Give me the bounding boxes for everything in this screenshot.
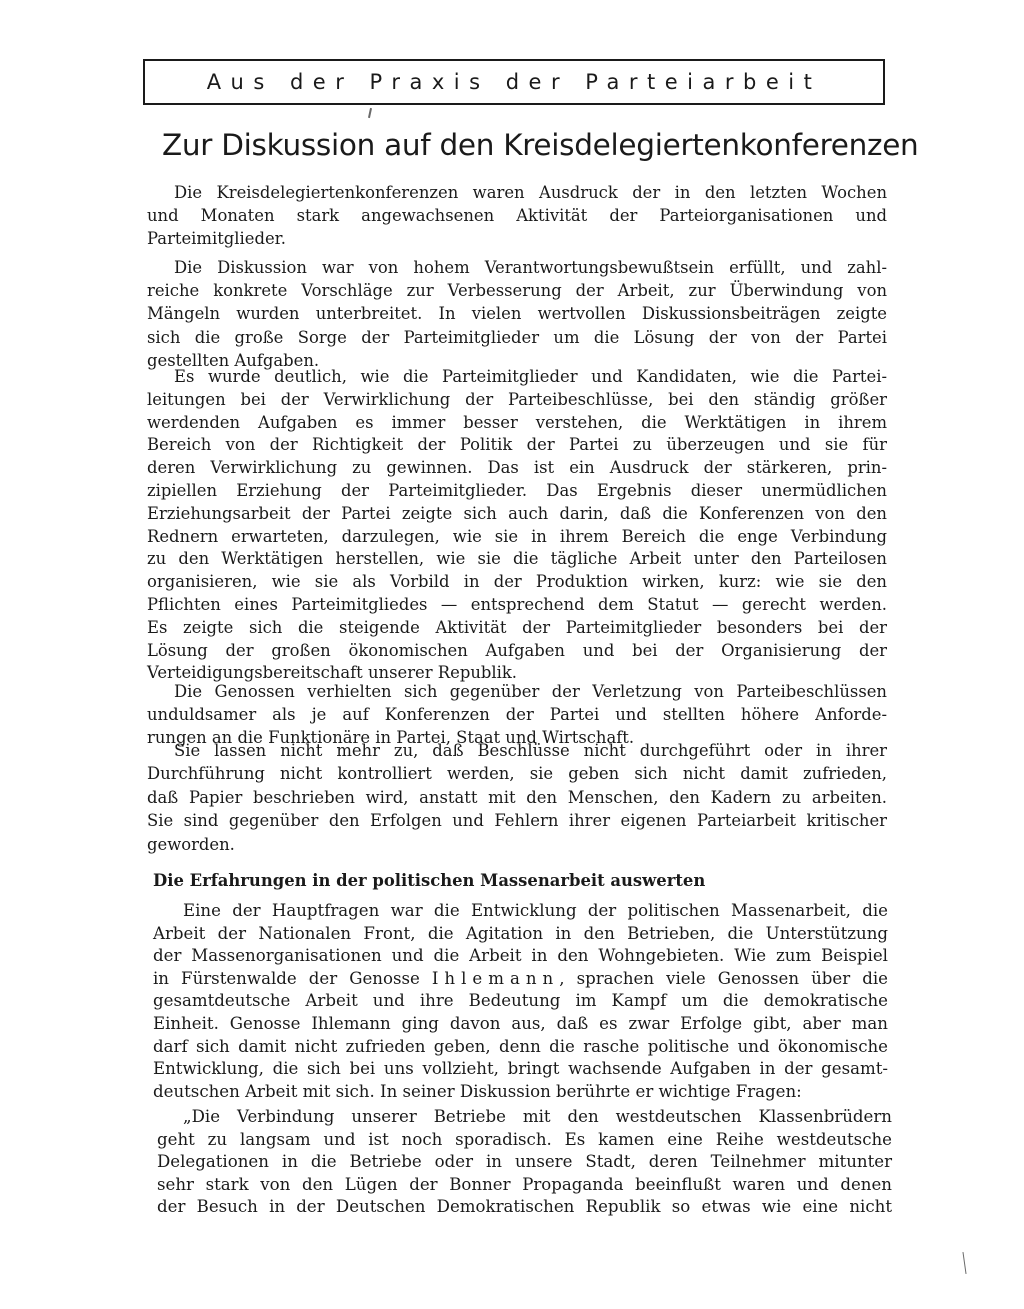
text-line: unduldsamer als je auf Konferenzen der Partei und stellten höhere Anforde- xyxy=(147,705,887,724)
text-line: Lösung der großen ökonomischen Aufgaben und bei der Organisierung der xyxy=(147,640,887,660)
text-line: Rednern erwarteten, darzulegen, wie sie in ihrem Bereich die enge Verbindung xyxy=(147,526,887,546)
text-line: Entwicklung, die sich bei uns vollzieht, bringt wachsende Aufgaben in der gesamt- xyxy=(153,1059,888,1079)
text-line: der Massenorganisationen und die Arbeit in den Wohngebieten. Wie zum Beispiel xyxy=(153,946,888,966)
scan-speck xyxy=(368,108,372,118)
text-line: „Die Verbindung unserer Betriebe mit den westdeutschen Klassenbrüdern xyxy=(183,1107,892,1126)
text-line: deutschen Arbeit mit sich. In seiner Diskussion berührte er wichtige Fragen: xyxy=(153,1081,802,1101)
text-line: und Monaten stark angewachsenen Aktivität der Parteiorganisationen und xyxy=(147,206,887,225)
text-line: Sie lassen nicht mehr zu, daß Beschlüsse nicht durchgeführt oder in ihrer xyxy=(174,741,887,760)
article-title: Zur Diskussion auf den Kreisdelegiertenkonferenzen xyxy=(162,128,919,162)
section-header-label: Aus der Praxis der Parteiarbeit xyxy=(206,70,822,94)
quote-paragraph xyxy=(157,1106,892,1219)
text-line: Einheit. Genosse Ihlemann ging davon aus, daß es zwar Erfolge gibt, aber man xyxy=(153,1013,888,1033)
text-line: reiche konkrete Vorschläge zur Verbesserung der Arbeit, zur Überwindung von xyxy=(147,281,887,301)
paragraph-5 xyxy=(147,739,887,856)
text-line: geworden. xyxy=(147,834,235,854)
text-line: Es wurde deutlich, wie die Parteimitglieder und Kandidaten, wie die Partei- xyxy=(174,367,887,386)
text-line: organisieren, wie sie als Vorbild in der Produktion wirken, kurz: wie sie den xyxy=(147,572,887,592)
text-line: Sie sind gegenüber den Erfolgen und Fehlern ihrer eigenen Parteiarbeit kritischer xyxy=(147,811,887,831)
text-line: Verteidigungsbereitschaft unserer Republik. xyxy=(147,663,517,683)
text-line: Es zeigte sich die steigende Aktivität der Parteimitglieder besonders bei der xyxy=(147,617,887,637)
paragraph-2 xyxy=(147,256,887,372)
text-line: Mängeln wurden unterbreitet. In vielen wertvollen Diskussionsbeiträgen zeigte xyxy=(147,304,887,324)
section-heading: Die Erfahrungen in der politischen Massenarbeit auswerten xyxy=(153,871,706,890)
text-line: werdenden Aufgaben es immer besser verstehen, die Werktätigen in ihrem xyxy=(147,412,887,432)
text-line: Die Genossen verhielten sich gegenüber der Verletzung von Parteibeschlüssen xyxy=(174,682,887,701)
text-line: Durchführung nicht kontrolliert werden, sie geben sich nicht damit zufrieden, xyxy=(147,764,887,784)
paragraph-1 xyxy=(147,181,887,250)
text-line: Parteimitglieder. xyxy=(147,229,286,248)
person-name: Ihlemann xyxy=(431,968,560,988)
text-line: Delegationen in die Betriebe oder in unsere Stadt, deren Teilnehmer mitunter xyxy=(157,1152,892,1172)
text-line: Erziehungsarbeit der Partei zeigte sich auch darin, daß die Konferenzen von den xyxy=(147,503,887,523)
text-line: zipiellen Erziehung der Parteimitglieder. Das Ergebnis dieser unermüdlichen xyxy=(147,480,887,500)
text-line: geht zu langsam und ist noch sporadisch. Es kamen eine Reihe westdeutsche xyxy=(157,1129,892,1149)
text-line: Arbeit der Nationalen Front, die Agitation in den Betrieben, die Unterstützung xyxy=(153,923,888,943)
text-line: daß Papier beschrieben wird, anstatt mit den Menschen, den Kadern zu arbeiten. xyxy=(147,787,887,807)
text-line: Die Kreisdelegiertenkonferenzen waren Ausdruck der in den letzten Wochen xyxy=(174,183,887,202)
text-line: rungen an die Funktionäre in Partei, Staat und Wirtschaft. xyxy=(147,728,635,747)
text-line: Pflichten eines Parteimitgliedes — entsprechend dem Statut — gerecht werden. xyxy=(147,594,887,614)
text-line-with-name xyxy=(153,968,888,991)
text-line: Die Diskussion war von hohem Verantwortungsbewußtsein erfüllt, und zahl- xyxy=(174,258,887,277)
text-line: deren Verwirklichung zu gewinnen. Das ist ein Ausdruck der stärkeren, prin- xyxy=(147,458,887,478)
text-line: der Besuch in der Deutschen Demokratischen Republik so etwas wie eine nicht xyxy=(157,1197,892,1217)
section-header-box xyxy=(143,59,885,105)
text-line: darf sich damit nicht zufrieden geben, denn die rasche politische und ökonomische xyxy=(153,1036,888,1056)
text-line: sehr stark von den Lügen der Bonner Propaganda beeinflußt waren und denen xyxy=(157,1174,892,1194)
text-line: gestellten Aufgaben. xyxy=(147,350,320,370)
scan-speck xyxy=(962,1252,966,1274)
text-line: gesamtdeutsche Arbeit und ihre Bedeutung im Kampf um die demokratische xyxy=(153,991,888,1011)
text-fragment: , sprachen viele Genossen über die xyxy=(559,968,888,988)
text-line: leitungen bei der Verwirklichung der Parteibeschlüsse, bei den ständig größer xyxy=(147,389,887,409)
paragraph-3 xyxy=(147,366,887,685)
text-line: zu den Werktätigen herstellen, wie sie die tägliche Arbeit unter den Parteilosen xyxy=(147,549,887,569)
text-line: sich die große Sorge der Parteimitglieder um die Lösung der von der Partei xyxy=(147,327,887,347)
text-line: Bereich von der Richtigkeit der Politik der Partei zu überzeugen und sie für xyxy=(147,435,887,455)
text-line: Eine der Hauptfragen war die Entwicklung der politischen Massenarbeit, die xyxy=(183,901,888,920)
section-paragraph xyxy=(153,900,888,1103)
text-fragment: in Fürstenwalde der Genosse xyxy=(153,968,420,988)
